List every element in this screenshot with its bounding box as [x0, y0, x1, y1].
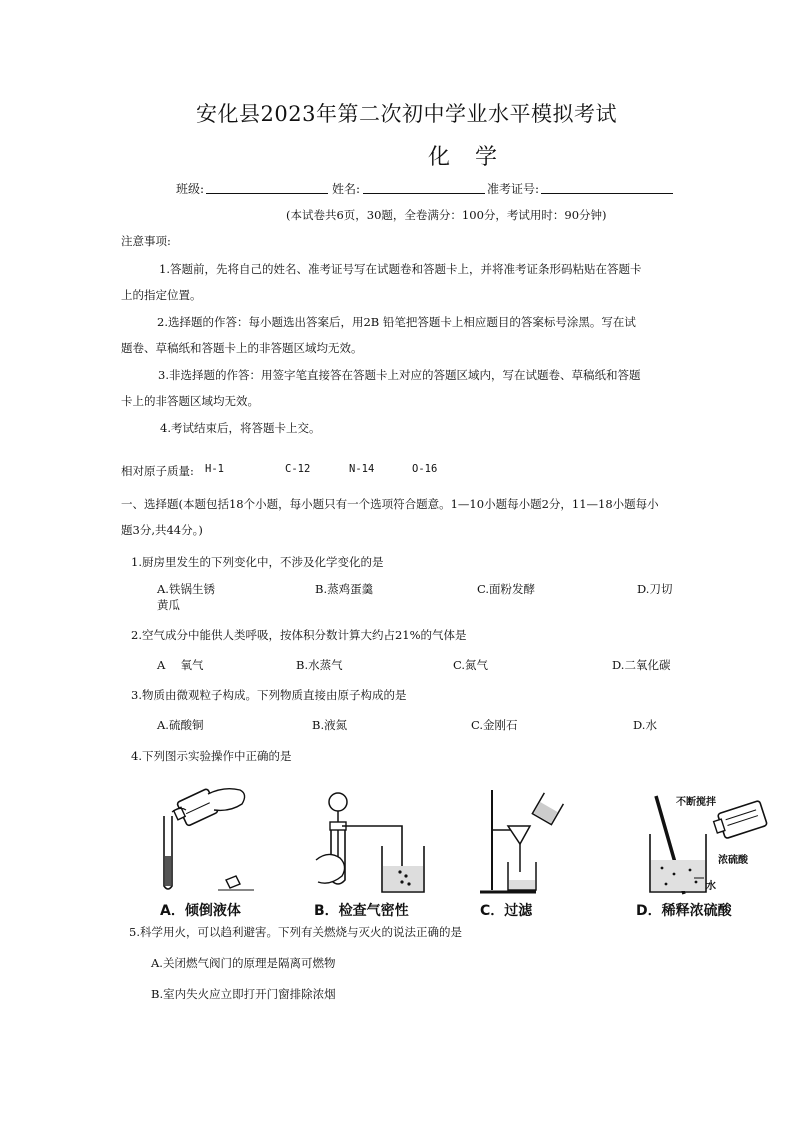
note-2-line-1: 2.选择题的作答：每小题选出答案后，用2B 铅笔把答题卡上相应题目的答案标号涂黑。写在试: [157, 315, 636, 329]
q5-option-b: B.室内失火应立即打开门窗排除浓烟: [151, 987, 336, 1001]
q1-option-c: C.面粉发酵: [477, 582, 536, 596]
ticket-label: 准考证号:: [487, 182, 540, 196]
figure-b-caption: B．检查气密性: [314, 903, 409, 919]
q2-option-c: C.氮气: [453, 658, 489, 672]
note-1-line-2: 上的指定位置。: [121, 288, 202, 302]
figure-a-caption: A．倾倒液体: [160, 903, 241, 919]
note-1-line-1: 1.答题前，先将自己的姓名、准考证号写在试题卷和答题卡上，并将准考证条形码粘贴在答题卡: [159, 262, 642, 276]
atomic-mass-o: O-16: [412, 463, 438, 475]
figure-c-filtration: [478, 786, 568, 898]
name-blank[interactable]: [363, 193, 485, 194]
q1-stem: 1.厨房里发生的下列变化中，不涉及化学变化的是: [131, 555, 384, 569]
q2-stem: 2.空气成分中能供人类呼吸，按体积分数计算大约占21%的气体是: [131, 628, 467, 642]
class-blank[interactable]: [206, 193, 328, 194]
class-label: 班级:: [176, 182, 205, 196]
atomic-mass-h: H-1: [205, 463, 224, 475]
figure-d-caption: D．稀释浓硫酸: [636, 903, 732, 919]
atomic-mass-n: N-14: [349, 463, 375, 475]
note-4: 4.考试结束后，将答题卡上交。: [160, 421, 321, 435]
note-2-line-2: 题卷、草稿纸和答题卡上的非答题区域均无效。: [121, 341, 363, 355]
q1-option-b: B.蒸鸡蛋羹: [315, 582, 374, 596]
section-1-line-1: 一、选择题(本题包括18个小题，每小题只有一个选项符合题意。1—10小题每小题2分，11—18小题每小: [121, 497, 659, 511]
figure-b-airtightness-check: [312, 788, 432, 898]
label-stir: 不断搅拌: [676, 797, 716, 808]
atomic-mass-label: 相对原子质量:: [121, 464, 194, 478]
ticket-blank[interactable]: [541, 193, 673, 194]
q1-option-d-continued: 黄瓜: [157, 598, 180, 612]
q4-stem: 4.下列图示实验操作中正确的是: [131, 749, 292, 763]
subject-title: 化 学: [428, 145, 497, 170]
q3-option-c: C.金刚石: [471, 718, 518, 732]
atomic-mass-c: C-12: [285, 463, 311, 475]
q2-option-d: D.二氧化碳: [612, 658, 671, 672]
section-1-line-2: 题3分,共44分。): [121, 523, 203, 537]
notes-heading: 注意事项:: [121, 234, 171, 248]
q3-option-a: A.硫酸铜: [157, 718, 204, 732]
q5-option-a: A.关闭燃气阀门的原理是隔离可燃物: [151, 956, 336, 970]
note-3-line-1: 3.非选择题的作答：用签字笔直接答在答题卡上对应的答题区域内，写在试题卷、草稿纸和答题: [158, 368, 641, 382]
exam-title: 安化县2023年第二次初中学业水平模拟考试: [196, 102, 617, 126]
q1-option-d: D.刀切: [637, 582, 673, 596]
label-water: 水: [706, 881, 716, 892]
figure-a-pouring-liquid: [158, 776, 258, 896]
exam-info: (本试卷共6页，30题，全卷满分：100分，考试用时：90分钟): [286, 208, 607, 222]
name-label: 姓名:: [332, 182, 361, 196]
q3-option-d: D.水: [633, 718, 657, 732]
label-concentrated-acid: 浓硫酸: [718, 855, 748, 866]
q3-stem: 3.物质由微观粒子构成。下列物质直接由原子构成的是: [131, 688, 407, 702]
q3-option-b: B.液氮: [312, 718, 348, 732]
q1-option-a: A.铁锅生锈: [157, 582, 215, 596]
q2-option-a: A 氧气: [157, 658, 204, 672]
note-3-line-2: 卡上的非答题区域均无效。: [121, 394, 259, 408]
q2-option-b: B.水蒸气: [296, 658, 343, 672]
figure-c-caption: C．过滤: [480, 903, 533, 919]
q5-stem: 5.科学用火，可以趋利避害。下列有关燃烧与灭火的说法正确的是: [129, 925, 462, 939]
